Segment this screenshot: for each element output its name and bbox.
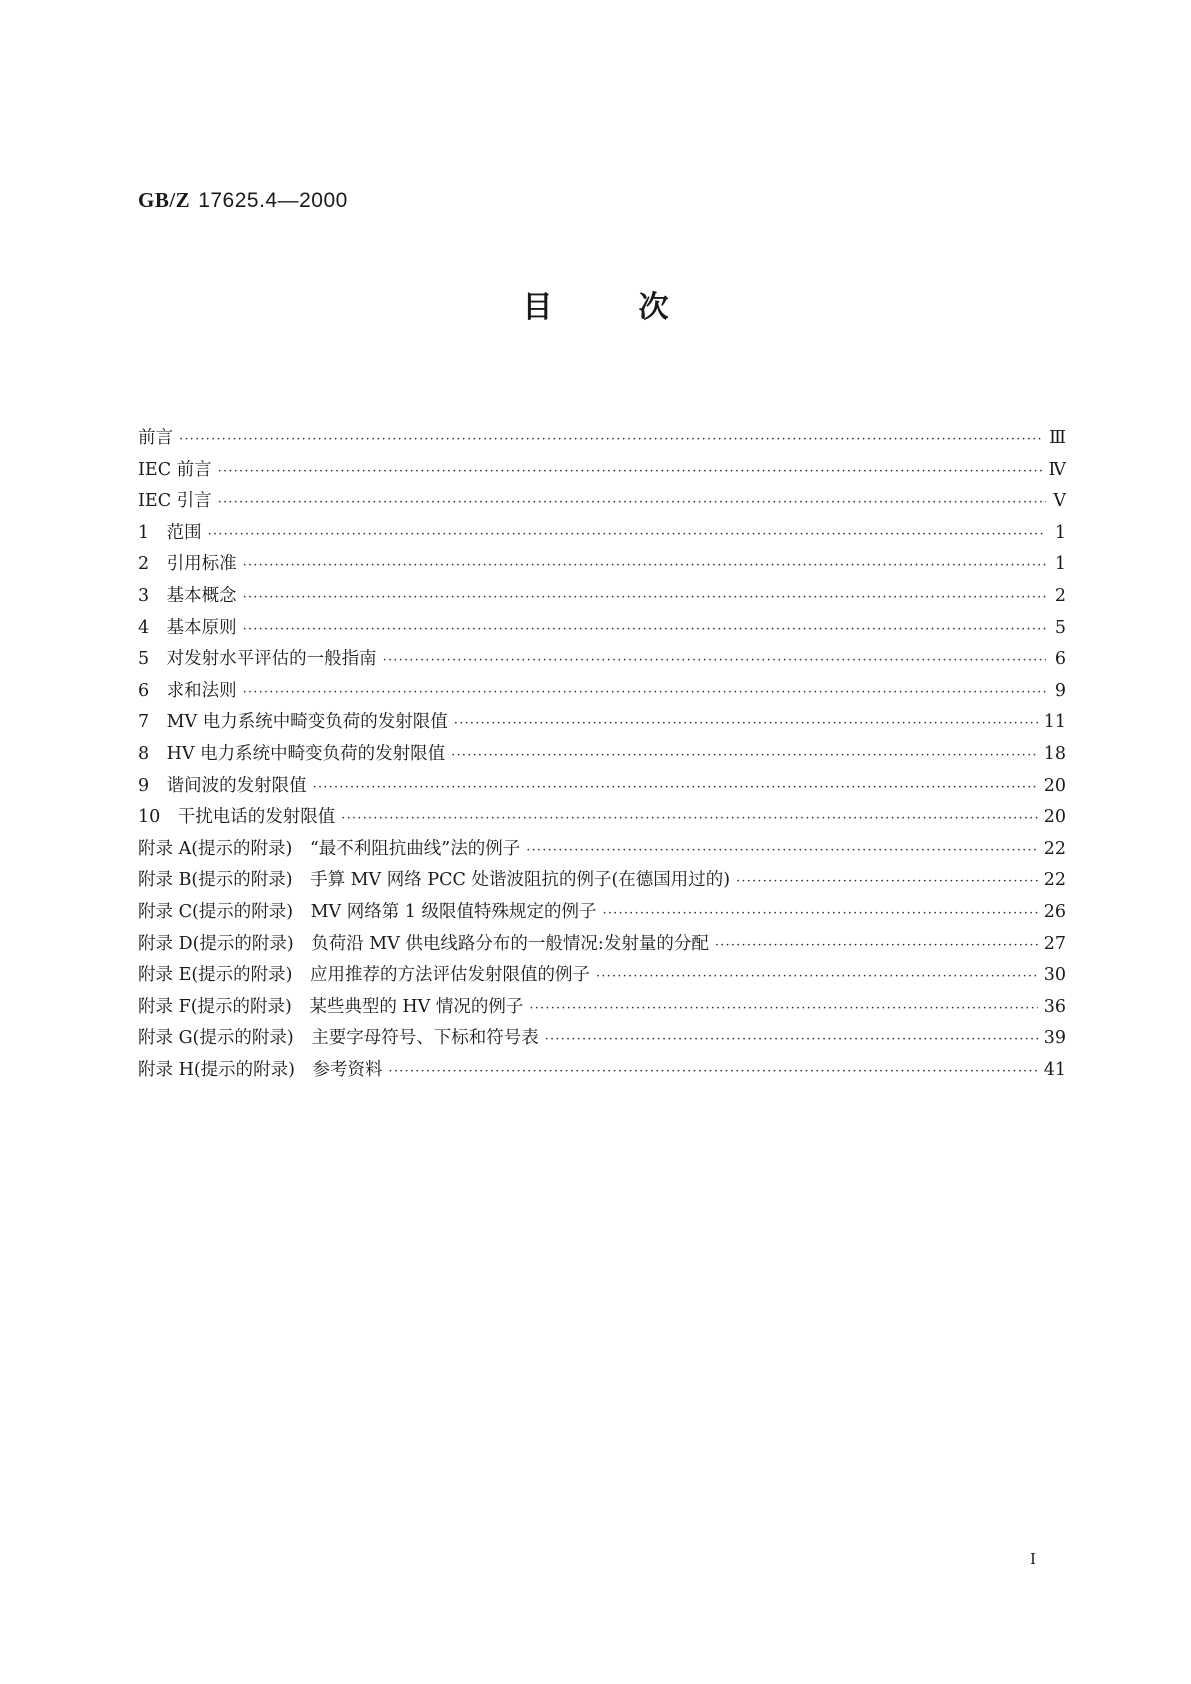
toc-entry-label: 附录 H(提示的附录) 参考资料	[138, 1059, 383, 1080]
toc-entry-page: Ⅴ	[1053, 491, 1066, 512]
toc-entry[interactable]	[138, 487, 1066, 519]
toc-entry[interactable]	[138, 740, 1066, 772]
page-title: 目次	[522, 290, 755, 325]
toc-leader-dots	[526, 843, 1037, 858]
toc-leader-dots	[603, 906, 1038, 921]
toc-entry-label: IEC 引言	[138, 491, 212, 512]
toc-entry-page: 26	[1043, 901, 1066, 922]
toc-entry-page: 39	[1043, 1028, 1066, 1049]
toc-entry-page: 9	[1054, 680, 1066, 701]
toc-leader-dots	[736, 874, 1038, 889]
toc-entry[interactable]	[138, 550, 1066, 582]
toc-entry[interactable]	[138, 835, 1066, 867]
toc-entry[interactable]	[138, 1024, 1066, 1056]
toc-entry-label: 6 求和法则	[138, 680, 237, 701]
page-number: I	[1030, 1550, 1036, 1568]
toc-entry-label: 3 基本概念	[138, 585, 237, 606]
toc-entry[interactable]	[138, 614, 1066, 646]
toc-entry-label: 附录 C(提示的附录) MV 网络第 1 级限值特殊规定的例子	[138, 901, 597, 922]
toc-entry-label: 2 引用标准	[138, 554, 237, 575]
toc-leader-dots	[243, 622, 1046, 637]
toc-entry-page: 22	[1043, 838, 1066, 859]
toc-entry-page: 1	[1054, 522, 1066, 543]
toc-leader-dots	[179, 432, 1043, 447]
toc-entry-label: IEC 前言	[138, 459, 212, 480]
toc-leader-dots	[596, 969, 1038, 984]
toc-entry-page: 20	[1043, 775, 1066, 796]
table-of-contents	[138, 424, 1066, 1087]
toc-leader-dots	[218, 495, 1046, 510]
standard-code	[138, 188, 348, 213]
toc-entry[interactable]	[138, 1056, 1066, 1088]
toc-entry-page: 18	[1043, 743, 1066, 764]
toc-leader-dots	[218, 464, 1043, 479]
toc-entry-page: 20	[1043, 807, 1066, 828]
toc-entry-page: 30	[1043, 965, 1066, 986]
toc-entry[interactable]	[138, 677, 1066, 709]
toc-leader-dots	[383, 653, 1046, 668]
toc-entry-page: 11	[1043, 712, 1066, 733]
toc-leader-dots	[454, 716, 1038, 731]
toc-leader-dots	[545, 1032, 1038, 1047]
toc-entry-label: 1 范围	[138, 522, 202, 543]
toc-leader-dots	[341, 811, 1037, 826]
toc-entry-page: Ⅲ	[1049, 428, 1066, 448]
toc-entry-label: 附录 D(提示的附录) 负荷沿 MV 供电线路分布的一般情况:发射量的分配	[138, 933, 709, 954]
toc-entry[interactable]	[138, 645, 1066, 677]
toc-entry[interactable]	[138, 519, 1066, 551]
toc-leader-dots	[715, 938, 1038, 953]
toc-leader-dots	[313, 780, 1038, 795]
toc-entry-page: 6	[1054, 649, 1066, 670]
toc-entry-label: 附录 B(提示的附录) 手算 MV 网络 PCC 处谐波阻抗的例子(在德国用过的)	[138, 870, 731, 891]
toc-entry[interactable]	[138, 898, 1066, 930]
toc-entry-label: 7 MV 电力系统中畸变负荷的发射限值	[138, 712, 448, 733]
toc-entry-page: 5	[1054, 617, 1066, 638]
toc-leader-dots	[529, 1001, 1037, 1016]
toc-leader-dots	[208, 527, 1046, 542]
toc-leader-dots	[451, 748, 1038, 763]
toc-entry-label: 10 干扰电话的发射限值	[138, 807, 336, 828]
toc-entry-label: 5 对发射水平评估的一般指南	[138, 649, 377, 670]
toc-entry[interactable]	[138, 708, 1066, 740]
toc-entry-page: 1	[1054, 554, 1066, 575]
toc-entry-label: 附录 G(提示的附录) 主要字母符号、下标和符号表	[138, 1028, 539, 1049]
toc-entry-label: 附录 E(提示的附录) 应用推荐的方法评估发射限值的例子	[138, 965, 590, 986]
toc-leader-dots	[243, 558, 1046, 573]
toc-leader-dots	[243, 685, 1046, 700]
toc-entry-page: 27	[1043, 933, 1066, 954]
toc-entry-page: 41	[1043, 1059, 1066, 1080]
toc-entry[interactable]	[138, 772, 1066, 804]
toc-leader-dots	[243, 590, 1046, 605]
standard-number: 17625.4—2000	[198, 189, 348, 212]
toc-entry[interactable]	[138, 930, 1066, 962]
toc-entry[interactable]	[138, 866, 1066, 898]
toc-entry[interactable]	[138, 993, 1066, 1025]
toc-entry-label: 附录 A(提示的附录) “最不利阻抗曲线”法的例子	[138, 838, 521, 859]
toc-entry[interactable]	[138, 961, 1066, 993]
toc-leader-dots	[388, 1064, 1037, 1079]
toc-entry-page: Ⅳ	[1048, 459, 1066, 480]
toc-entry[interactable]	[138, 424, 1066, 456]
standard-prefix: GB/Z	[138, 188, 191, 212]
toc-entry-page: 22	[1043, 870, 1066, 891]
toc-entry[interactable]	[138, 456, 1066, 488]
toc-entry-page: 2	[1054, 585, 1066, 606]
toc-entry[interactable]	[138, 803, 1066, 835]
toc-entry-label: 8 HV 电力系统中畸变负荷的发射限值	[138, 743, 446, 764]
toc-entry-label: 9 谐间波的发射限值	[138, 775, 307, 796]
toc-entry-label: 4 基本原则	[138, 617, 237, 638]
toc-entry-label: 附录 F(提示的附录) 某些典型的 HV 情况的例子	[138, 996, 524, 1017]
toc-entry-page: 36	[1043, 996, 1066, 1017]
toc-entry-label: 前言	[138, 428, 173, 448]
toc-entry[interactable]	[138, 582, 1066, 614]
